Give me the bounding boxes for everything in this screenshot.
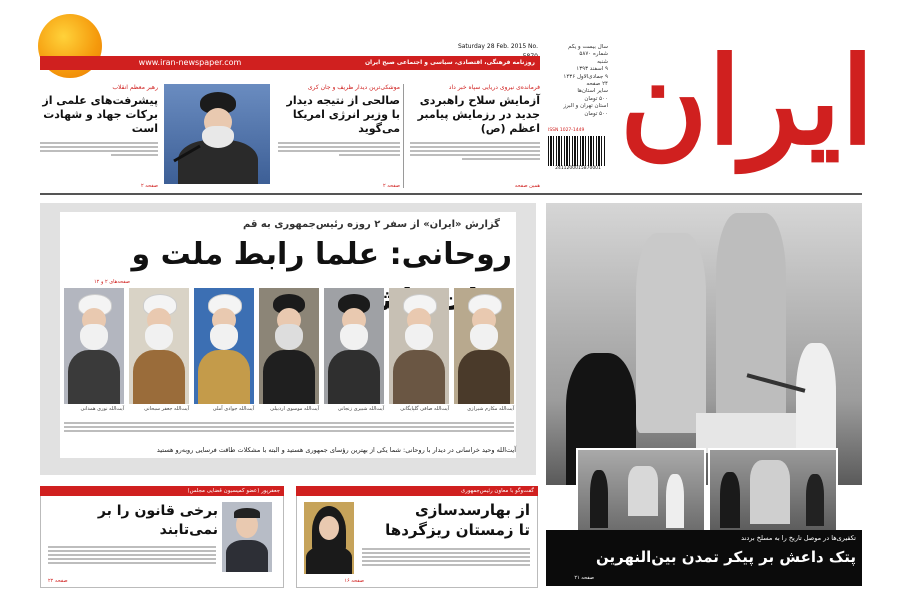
figure-light bbox=[796, 343, 836, 463]
main-story-summary: آیت‌الله وحید خراسانی در دیدار با روحانی: شما یکی از بهترین رؤسای جمهوری هستید و البته با مشکلات طاقت فرسایی روبه‌رو هستید bbox=[156, 446, 516, 454]
top-story-salehi[interactable] bbox=[278, 84, 400, 190]
bottom-left-title[interactable]: برخی قانون را بر نمی‌تابند bbox=[97, 503, 218, 538]
price-tehran: ۵۰۰ تومان bbox=[584, 110, 608, 117]
portrait-shobeiri bbox=[324, 288, 384, 404]
portrait-row bbox=[64, 288, 514, 404]
issue-date-persian: ۹ اسفند ۱۳۹۳ bbox=[576, 66, 608, 73]
newspaper-logo: ایران bbox=[619, 31, 875, 172]
main-story-page-ref: صفحه‌های ۲ و ۱۲ bbox=[93, 279, 130, 285]
bottom-right-kicker: گفت‌وگو با معاون رئیس‌جمهوری bbox=[460, 488, 534, 494]
story-title: پیشرفت‌های علمی از برکات جهاد و شهادت است bbox=[42, 94, 158, 135]
photo-story-caption-small: تکفیری‌ها در موصل تاریخ را به مسلخ بردند bbox=[741, 534, 856, 542]
portrait-caption-body bbox=[64, 420, 514, 434]
barcode bbox=[548, 136, 606, 166]
story-body bbox=[40, 142, 158, 156]
portrait-caption: آیت‌الله جعفر سبحانی bbox=[144, 406, 189, 412]
statue-pedestal bbox=[696, 413, 796, 453]
issue-weekday: شنبه bbox=[597, 58, 608, 65]
portrait-caption: آیت‌الله نوری همدانی bbox=[80, 406, 124, 412]
portrait-caption: آیت‌الله شبیری زنجانی bbox=[337, 406, 384, 412]
portrait-makarem bbox=[454, 288, 514, 404]
portrait-caption: آیت‌الله جوادی آملی bbox=[212, 406, 254, 412]
photo-story-headline[interactable]: پتک داعش بر پیکر تمدن بین‌النهرین bbox=[596, 548, 856, 566]
story-footer: همین صفحه bbox=[514, 183, 540, 189]
photo-story-page-ref: صفحه ۲۱ bbox=[574, 575, 594, 581]
inset-photo-right bbox=[708, 448, 838, 532]
main-story-headline[interactable]: روحانی: علما رابط ملت و bbox=[131, 237, 512, 272]
issue-number: شماره ۵۸۷۰ bbox=[579, 51, 608, 58]
portrait-mousavi-ardebili bbox=[259, 288, 319, 404]
issue-year: سال بیست و یکم bbox=[568, 44, 608, 50]
bottom-left-body bbox=[48, 544, 216, 566]
issn: ISSN 1027-1449 bbox=[548, 128, 585, 133]
story-kicker: رهبر معظم انقلاب bbox=[112, 84, 158, 91]
price-label-tehran: استان تهران و البرز bbox=[563, 103, 608, 110]
jafarpour-photo bbox=[222, 502, 272, 572]
statue bbox=[716, 213, 786, 423]
story-body bbox=[410, 142, 540, 160]
masthead-url[interactable]: www.iran-newspaper.com bbox=[138, 58, 242, 67]
story-body bbox=[278, 142, 400, 156]
price-label-provinces: سایر استان‌ها bbox=[577, 88, 608, 95]
dateline-text: Saturday 28 Feb. 2015 No. bbox=[457, 43, 538, 50]
price-provinces: ۵۰۰ تومان bbox=[584, 95, 608, 102]
bottom-right-body bbox=[362, 546, 530, 568]
story-footer: صفحه ۲ bbox=[383, 183, 400, 189]
leader-photo bbox=[164, 84, 270, 184]
story-footer: صفحه ۲ bbox=[141, 183, 158, 189]
portrait-caption: آیت‌الله صافی گلپایگانی bbox=[400, 406, 449, 412]
main-story-kicker: گزارش «ایران» از سفر ۲ روزه رئیس‌جمهوری به قم bbox=[243, 219, 500, 230]
top-story-leader[interactable] bbox=[40, 84, 158, 190]
portrait-nouri-hamedani bbox=[64, 288, 124, 404]
portrait-caption: آیت‌الله موسوی اردبیلی bbox=[270, 406, 319, 412]
portrait-javadi-amoli bbox=[194, 288, 254, 404]
portrait-safi bbox=[389, 288, 449, 404]
story-title: آزمایش سلاح راهبردی جدید در رزمایش پیامبر اعظم (ص) bbox=[417, 94, 540, 135]
masthead-tagline: روزنامه فرهنگی، اقتصادی، سیاسی و اجتماعی صبح ایران bbox=[364, 59, 535, 66]
dateline bbox=[446, 42, 538, 52]
issue-date-hijri: ۹ جمادی‌الاول ۱۴۳۶ bbox=[563, 73, 608, 80]
inset-photo-left bbox=[576, 448, 706, 532]
story-title: صالحی از نتیجه دیدار با وزیر انرژی امریکا می‌گوید bbox=[286, 94, 400, 135]
statue bbox=[636, 233, 706, 433]
bottom-right-title-line1[interactable]: از بهارسدسازی bbox=[415, 501, 530, 519]
isis-museum-photo bbox=[546, 203, 862, 485]
bottom-right-title-line2[interactable]: تا زمستان ریزگردها bbox=[385, 521, 530, 539]
bottom-left-kicker: جعفرپور (عضو کمیسیون قضایی مجلس) bbox=[187, 488, 280, 494]
bottom-right-footer: صفحه ۱۶ bbox=[344, 578, 364, 584]
ebtekar-photo bbox=[304, 502, 354, 574]
issue-pages: ۲۴ صفحه bbox=[586, 81, 608, 88]
story-kicker: فرمانده‌ی نیروی دریایی سپاه خبر داد bbox=[448, 84, 540, 91]
barcode-number: 2411200015870001 bbox=[555, 166, 601, 171]
bottom-left-footer: صفحه ۲۲ bbox=[48, 578, 68, 584]
column-divider bbox=[403, 84, 404, 188]
story-kicker: موشکی‌ترین دیدار ظریف و جان کری bbox=[307, 84, 400, 91]
portrait-caption: آیت‌الله مکارم شیرازی bbox=[467, 406, 514, 412]
top-divider bbox=[40, 193, 862, 195]
top-story-weapon-test[interactable] bbox=[410, 84, 540, 190]
portrait-sobhani bbox=[129, 288, 189, 404]
